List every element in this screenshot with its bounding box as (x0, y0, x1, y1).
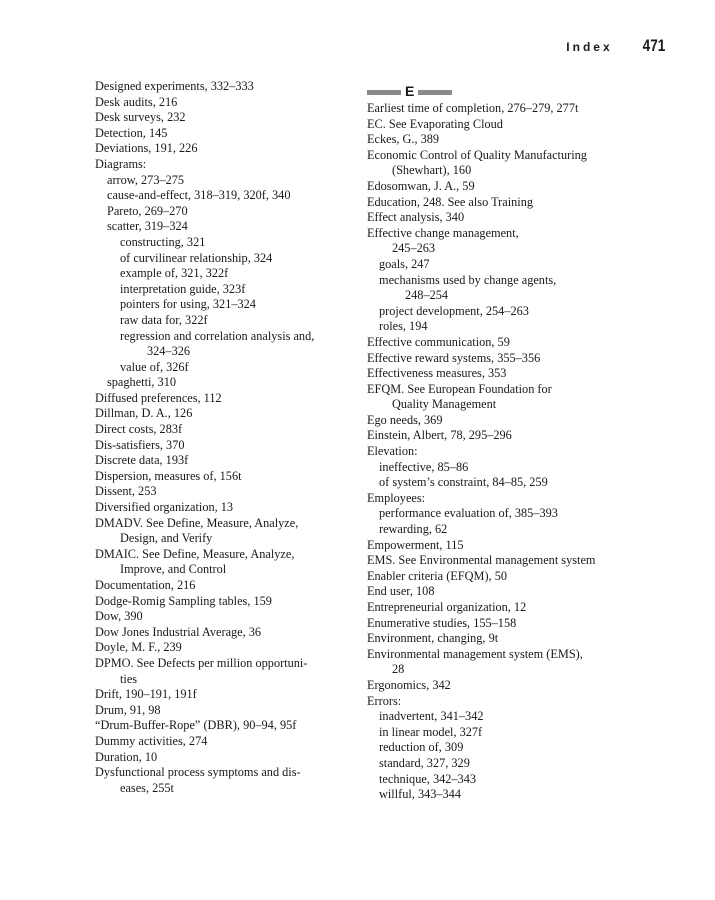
index-entry: goals, 247 (379, 256, 430, 271)
index-entry: Desk audits, 216 (95, 94, 178, 109)
index-entry: Dispersion, measures of, 156t (95, 468, 242, 483)
index-entry: Deviations, 191, 226 (95, 141, 198, 156)
index-entry: of system’s constraint, 84–85, 259 (379, 475, 548, 490)
index-entry: value of, 326f (120, 359, 189, 374)
page-header (566, 36, 665, 56)
index-entry: Discrete data, 193f (95, 453, 189, 468)
index-entry: Designed experiments, 332–333 (95, 79, 254, 93)
index-entry: Desk surveys, 232 (95, 110, 186, 125)
index-entry: Effective reward systems, 355–356 (367, 350, 541, 365)
index-entry: Effect analysis, 340 (367, 210, 465, 225)
index-entry: Effective communication, 59 (367, 334, 510, 349)
index-entry: Economic Control of Quality Manufacturing (367, 147, 587, 162)
index-entry: Diagrams: (95, 156, 147, 171)
index-entry: arrow, 273–275 (107, 172, 185, 187)
index-entry: Errors: (367, 693, 402, 708)
section-rule-right (418, 90, 452, 95)
index-entry: example of, 321, 322f (120, 266, 229, 281)
index-entry: Dissent, 253 (95, 484, 157, 499)
index-entry: Employees: (367, 490, 426, 505)
index-entry: spaghetti, 310 (107, 375, 176, 390)
page-number: 471 (642, 36, 665, 55)
index-entry: Eckes, G., 389 (367, 132, 440, 147)
index-entry: DMAIC. See Define, Measure, Analyze, (95, 546, 295, 561)
index-entry: roles, 194 (379, 319, 428, 334)
index-entry: “Drum-Buffer-Rope” (DBR), 90–94, 95f (95, 718, 297, 733)
index-entry: Drum, 91, 98 (95, 702, 161, 717)
index-entry: Dis-satisfiers, 370 (95, 437, 185, 452)
index-entry: willful, 343–344 (379, 787, 461, 802)
index-entry: Empowerment, 115 (367, 537, 464, 552)
index-entry: Dysfunctional process symptoms and dis- (95, 765, 301, 780)
index-entry-continuation: 245–263 (392, 241, 436, 256)
index-entry-continuation: eases, 255t (120, 780, 174, 795)
index-entry: EMS. See Environmental management system (367, 553, 596, 568)
index-entry-continuation: 28 (392, 662, 405, 677)
index-entry: project development, 254–263 (379, 303, 529, 318)
index-entry: cause-and-effect, 318–319, 320f, 340 (107, 188, 291, 203)
index-entry: Environmental management system (EMS), (367, 646, 583, 661)
index-entry: Dodge-Romig Sampling tables, 159 (95, 593, 272, 608)
index-entry: Ego needs, 369 (367, 412, 443, 427)
index-entry: Diversified organization, 13 (95, 500, 234, 515)
index-entry: Earliest time of completion, 276–279, 277t (367, 101, 579, 115)
index-entry: Doyle, M. F., 239 (95, 640, 182, 655)
index-entry: Effectiveness measures, 353 (367, 366, 507, 381)
index-entry: DPMO. See Defects per million opportuni- (95, 655, 308, 670)
index-entry: Pareto, 269–270 (107, 203, 188, 218)
index-entry: reduction of, 309 (379, 740, 464, 755)
index-entry-continuation: ties (120, 671, 138, 686)
index-entry: raw data for, 322f (120, 312, 208, 327)
running-head: Index (566, 40, 613, 54)
index-entry: Detection, 145 (95, 125, 168, 140)
index-column-left (95, 79, 357, 796)
section-letter: E (405, 83, 415, 100)
index-entries-e (367, 101, 667, 803)
index-entry: in linear model, 327f (379, 724, 483, 739)
index-entry: Ergonomics, 342 (367, 677, 451, 692)
index-entry: Drift, 190–191, 191f (95, 687, 197, 702)
index-entry: Dillman, D. A., 126 (95, 406, 193, 421)
index-entry: DMADV. See Define, Measure, Analyze, (95, 515, 299, 530)
index-entry-continuation: Quality Management (392, 397, 497, 412)
index-entry: Dow, 390 (95, 609, 143, 624)
index-entry: Documentation, 216 (95, 578, 196, 592)
index-entry: Elevation: (367, 444, 418, 459)
index-entry: Environment, changing, 9t (367, 631, 499, 646)
index-entry: Diffused preferences, 112 (95, 390, 222, 405)
index-entry: Dow Jones Industrial Average, 36 (95, 624, 262, 639)
index-entry: Einstein, Albert, 78, 295–296 (367, 428, 512, 443)
index-entry: Entrepreneurial organization, 12 (367, 600, 527, 614)
index-entry: technique, 342–343 (379, 771, 476, 786)
section-heading-e (367, 83, 667, 101)
index-entry: Edosomwan, J. A., 59 (367, 178, 475, 193)
index-entry: ineffective, 85–86 (379, 459, 469, 474)
index-entry: Education, 248. See also Training (367, 194, 533, 209)
index-entry: of curvilinear relationship, 324 (120, 250, 273, 265)
index-entry-continuation: Design, and Verify (120, 531, 213, 546)
index-entry: scatter, 319–324 (107, 219, 188, 234)
index-entry-continuation: Improve, and Control (120, 562, 227, 577)
index-column-right (367, 79, 667, 803)
index-entry: performance evaluation of, 385–393 (379, 506, 558, 521)
index-entry: EC. See Evaporating Cloud (367, 116, 503, 131)
index-entry: inadvertent, 341–342 (379, 709, 484, 724)
index-entry: rewarding, 62 (379, 522, 448, 537)
index-entry: pointers for using, 321–324 (120, 297, 256, 312)
index-entry: Direct costs, 283f (95, 422, 183, 437)
index-entry: EFQM. See European Foundation for (367, 381, 552, 396)
index-entry-continuation: (Shewhart), 160 (392, 163, 472, 178)
index-entry: Effective change management, (367, 225, 519, 240)
index-entry: standard, 327, 329 (379, 755, 470, 770)
index-entry: Duration, 10 (95, 749, 158, 764)
index-entry: mechanisms used by change agents, (379, 272, 557, 287)
index-entry: interpretation guide, 323f (120, 281, 246, 296)
index-entry: regression and correlation analysis and, (120, 328, 315, 343)
index-entry-continuation: 248–254 (405, 288, 449, 303)
index-entry: Dummy activities, 274 (95, 733, 208, 748)
section-rule-left (367, 90, 401, 95)
index-entry: Enumerative studies, 155–158 (367, 615, 517, 630)
index-entry: End user, 108 (367, 584, 435, 599)
index-entry-continuation: 324–326 (147, 344, 191, 359)
index-entry: Enabler criteria (EFQM), 50 (367, 568, 507, 583)
index-entry: constructing, 321 (120, 234, 206, 249)
